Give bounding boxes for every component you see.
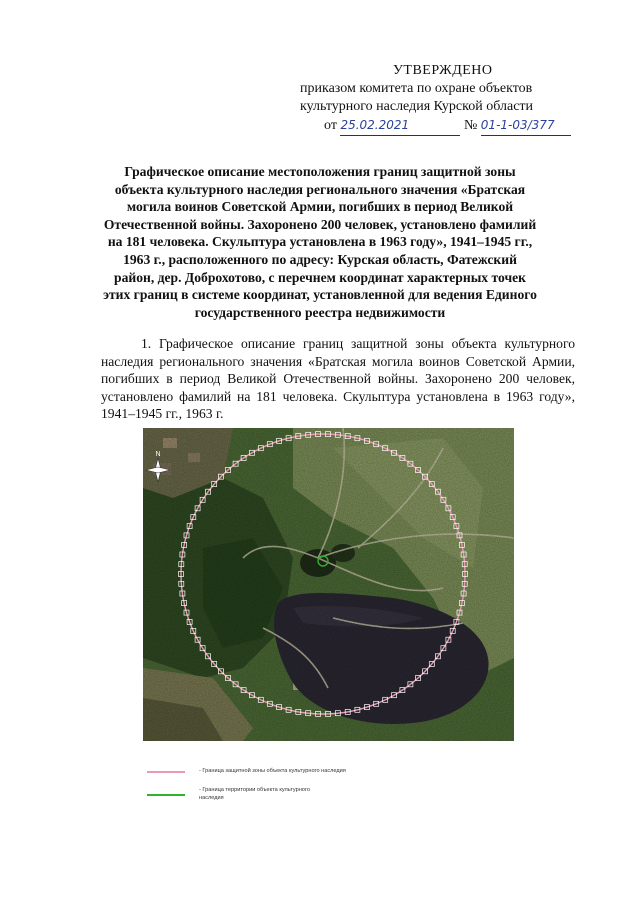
heading-line: Отечественной войны. Захоронено 200 человек, установлено фамилий [103, 216, 537, 232]
legend-territory-line [147, 794, 185, 796]
approval-title: УТВЕРЖДЕНО [393, 63, 493, 78]
legend-territory-label-2: наследия [199, 795, 224, 801]
document-heading [86, 163, 554, 321]
legend-territory-label-1: - Граница территории объекта культурного [199, 787, 310, 793]
date-prefix: от [324, 118, 337, 133]
map-image [143, 428, 514, 741]
approval-line-1: приказом комитета по охране объектов [300, 81, 533, 96]
heading-line: на 181 человека. Скульптура установлена в 1963 году», 1941–1945 гг., [107, 234, 533, 250]
approval-date: 25.02.2021 [340, 118, 410, 132]
section-1-text: 1. Графическое описание границ защитной зоны объекта культурного наследия регионального значения «Братская могила воинов Советской Армии, погибших в период Великой Отечественной войны. Захоронено 200 человек, установлено фамилий на 181 человека. Скульптура установлена в 1963 году», 1941–1945 гг., 1963 г. [101, 336, 575, 422]
heading-line: объекта культурного наследия регионального значения «Братская [114, 181, 526, 197]
legend-zone-label: - Граница защитной зоны объекта культурного наследия [199, 768, 346, 774]
approval-date-line [324, 116, 571, 136]
satellite-map [143, 428, 514, 741]
heading-line: 1963 г., расположенного по адресу: Курская область, Фатежский [123, 251, 517, 267]
heading-line: государственного реестра недвижимости [194, 304, 446, 320]
compass-label: N [155, 451, 161, 458]
approval-number: 01-1-03/377 [480, 118, 555, 132]
section-1 [101, 335, 575, 423]
number-prefix: № [463, 118, 478, 133]
heading-line: Графическое описание местоположения границ защитной зоны [124, 164, 516, 179]
heading-line: могила воинов Советской Армии, погибших в период Великой [126, 199, 514, 215]
heading-line: этих границ в системе координат, установленной для ведения Единого [103, 287, 537, 303]
approval-line-2: культурного наследия Курской области [300, 99, 534, 114]
legend-zone-line [147, 771, 185, 773]
heading-line: район, дер. Доброхотово, с перечнем координат характерных точек [114, 269, 526, 285]
